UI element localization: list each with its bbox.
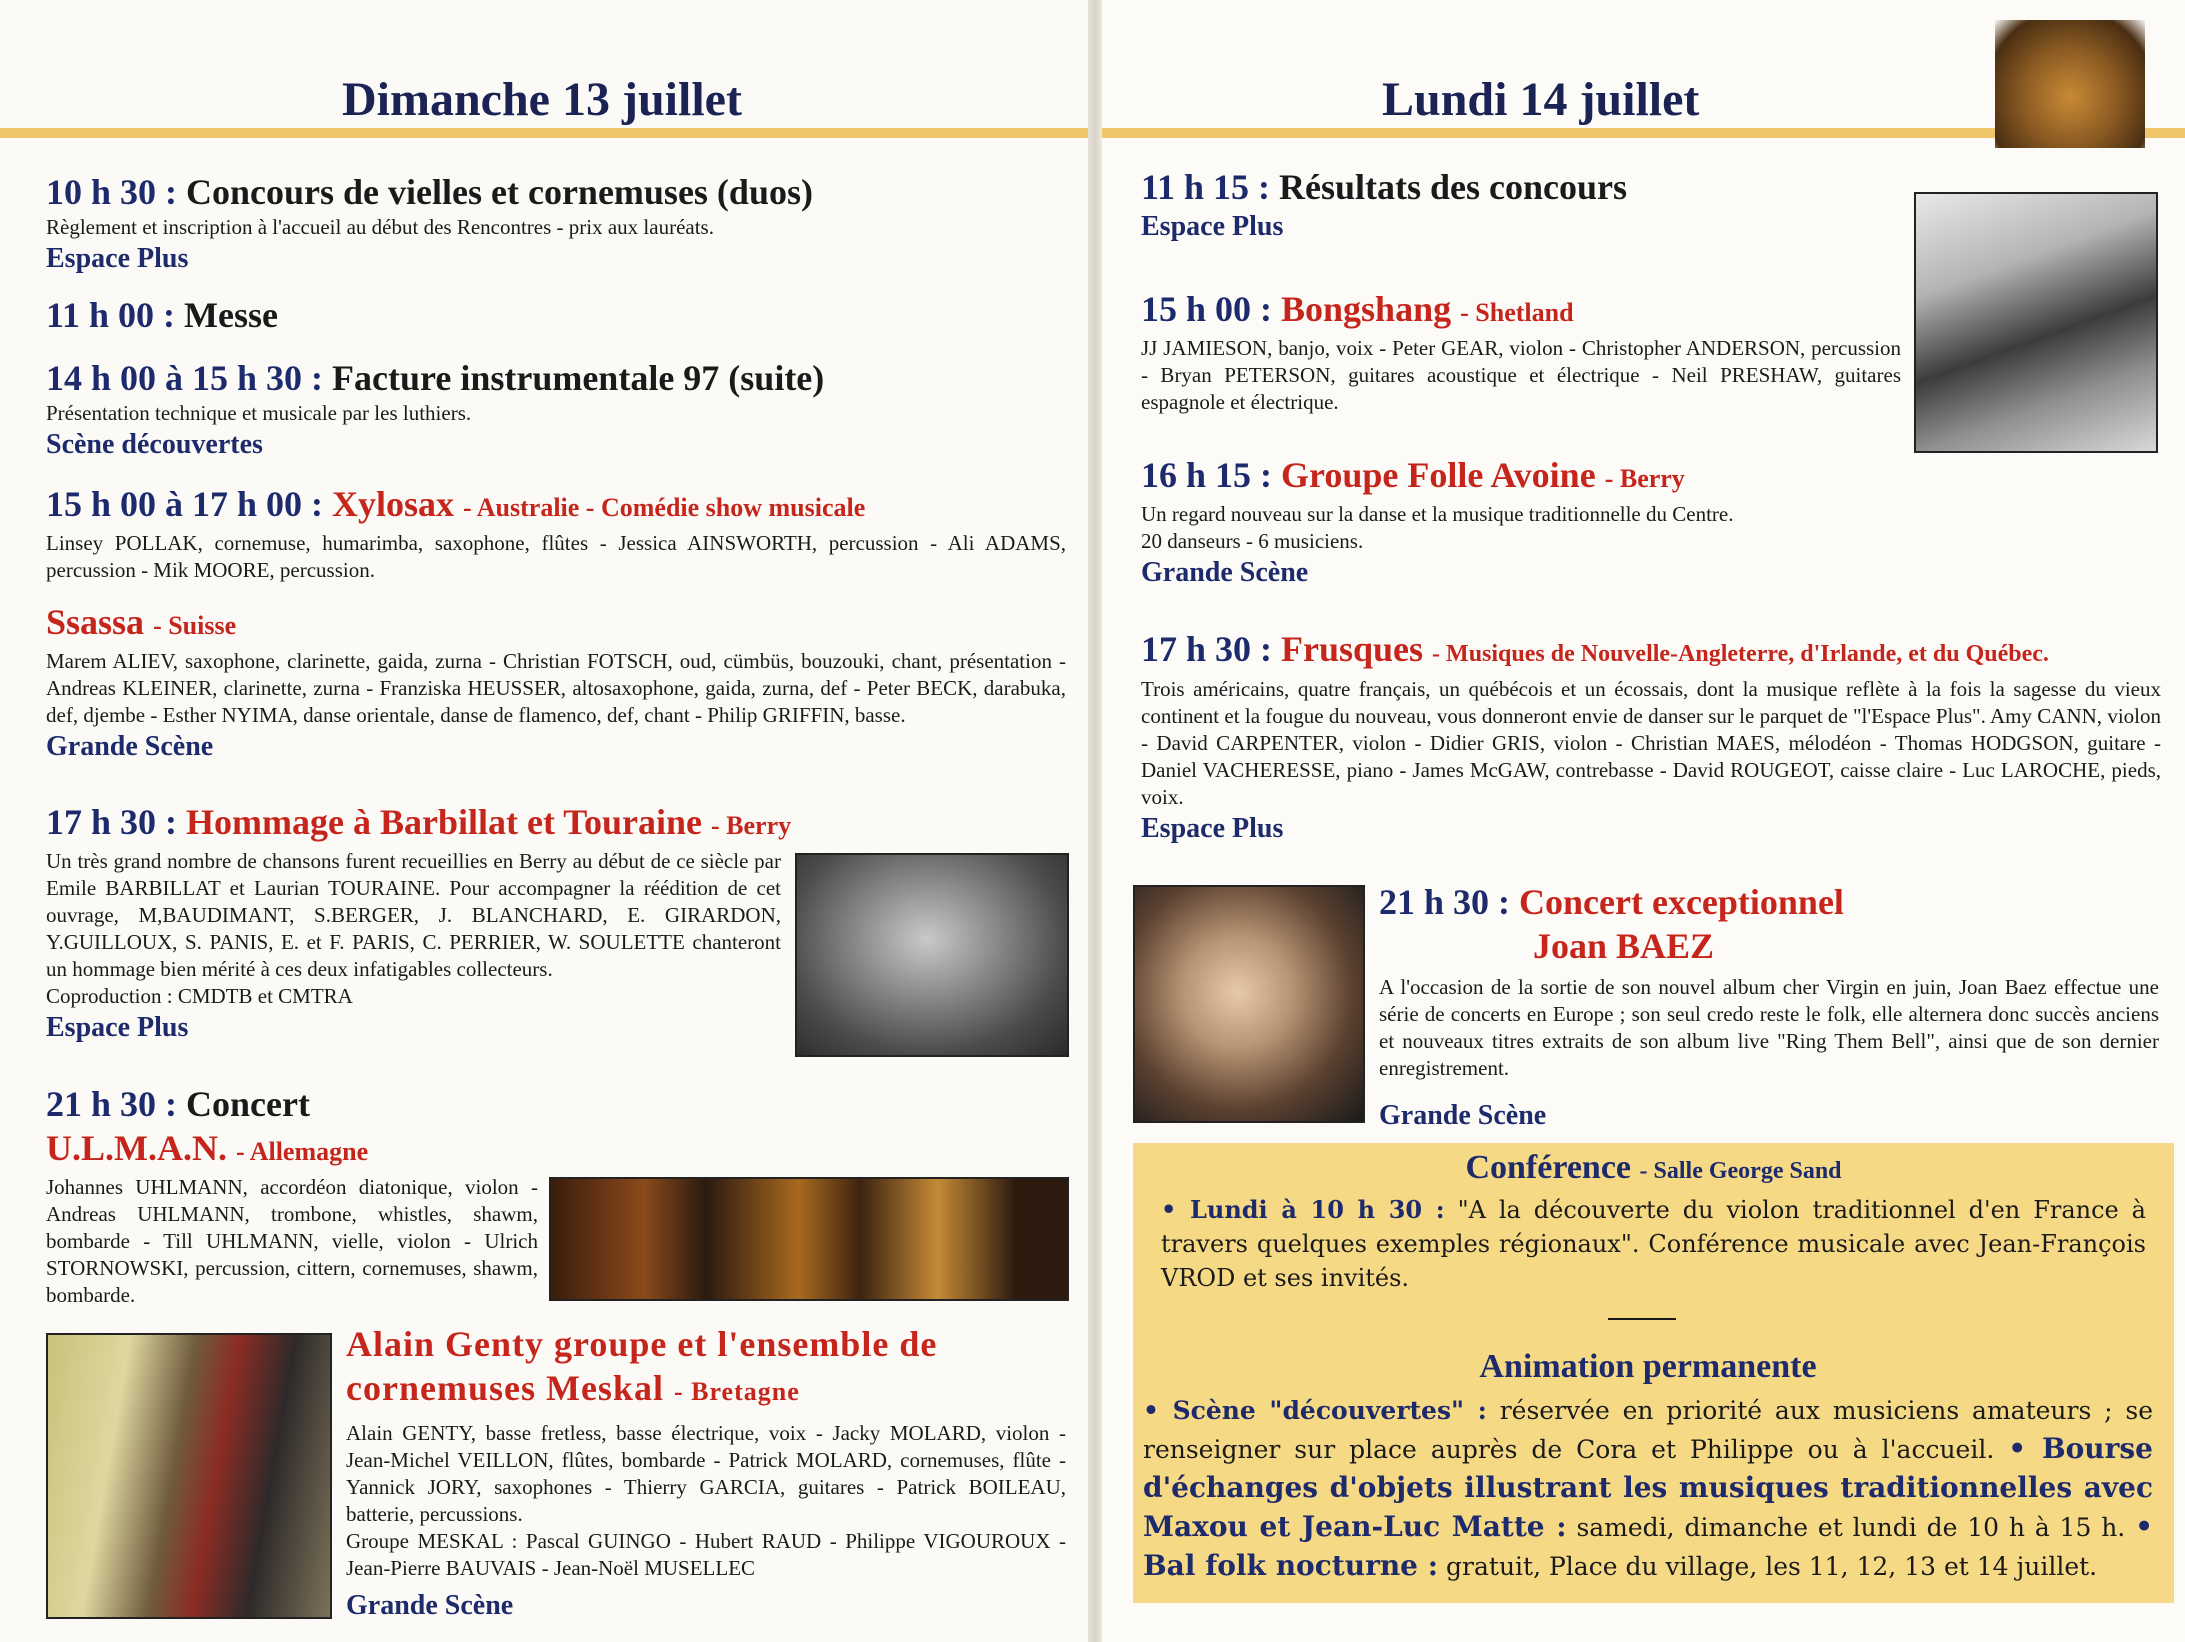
event-venue: Espace Plus: [1141, 211, 1284, 242]
event-resultats: [1141, 165, 1881, 245]
event-genty: [346, 1322, 1066, 1624]
event-title: Messe: [184, 295, 278, 335]
event-title: Concert: [186, 1084, 310, 1124]
event-desc: Un très grand nombre de chansons furent recueillies en Berry au début de ce siècle par Emile BARBILLAT et Laurian TOURAINE. Pour accompagner la réédition de cet ouvrage, M,BAUDIMANT, S.BERGER, J. BLANCHARD, E. GIRARDON, Y.GUILLOUX, S. PANIS, E. et F. PARIS, C. PERRIER, W. SOULETTE chanteront un hommage bien mérité à ces deux infatigables collecteurs.: [46, 849, 781, 981]
conference-lead: • Lundi à 10 h 30 :: [1161, 1195, 1445, 1224]
conference-text: "A la découverte du violon traditionnel d'en France à travers quelques exemples régionaux". Conférence musicale avec Jean-François VROD et ses invités.: [1161, 1196, 2146, 1292]
event-xylosax: [46, 482, 1066, 584]
event-time: 21 h 30 :: [46, 1084, 178, 1124]
animation-scene-text: réservée en priorité aux musiciens amateurs ; se renseigner sur place auprès de Cora et Philippe ou à l'accueil.: [1143, 1396, 2153, 1464]
event-time: 14 h 00 à 15 h 30 :: [46, 358, 324, 398]
left-day-title: Dimanche 13 juillet: [342, 73, 742, 126]
event-bongshang: [1141, 287, 1901, 416]
event-title: Hommage à Barbillat et Touraine: [186, 802, 703, 842]
conference-title: Conférence: [1465, 1149, 1632, 1186]
animation-bal-label: • Bal folk nocturne :: [1143, 1510, 2153, 1582]
event-messe: [46, 293, 1066, 337]
info-panel: [1133, 1143, 2174, 1603]
event-ssassa: [46, 600, 1066, 765]
event-origin: - Musiques de Nouvelle-Angleterre, d'Irlande, et du Québec.: [1432, 641, 2049, 667]
event-desc: Un regard nouveau sur la danse et la musique traditionnelle du Centre.: [1141, 502, 1734, 526]
event-facture: [46, 356, 1066, 463]
event-desc: Trois américains, quatre français, un québécois et un écossais, dont la musique reflète à la fois la sagesse du vieux continent et la fougue du nouveau, vous donneront envie de danser sur le parquet de "l'Espace Plus". Amy CANN, violon - David CARPENTER, violon - Didier GRIS, violon - Christian MAES, mélodéon - Thomas HODGSON, guitare - Daniel VACHERESSE, piano - James McGAW, contrebasse - David ROUGEOT, caisse claire - Luc LAROCHE, pieds, voix.: [1141, 677, 2161, 809]
bongshang-photo: [1914, 192, 2158, 453]
animation-bourse-label: • Bourse d'échanges d'objets illustrant les musiques traditionnelles avec Maxou et Jean-Luc Matte :: [1143, 1432, 2153, 1543]
event-time: 10 h 30 :: [46, 172, 178, 212]
event-origin: - Berry: [1604, 464, 1685, 493]
event-desc: A l'occasion de la sortie de son nouvel album cher Virgin en juin, Joan Baez effectue une série de concerts en Europe ; son seul credo reste le folk, elle alternera donc succès anciens et nouveaux titres extraits de son album live "Ring Them Bell", ainsi que de son dernier enregistrement.: [1379, 975, 2159, 1080]
event-title: Xylosax: [332, 484, 455, 524]
event-venue: Espace Plus: [46, 1012, 189, 1043]
event-folle-avoine: [1141, 453, 1901, 591]
event-venue: Grande Scène: [346, 1590, 514, 1621]
instruments-illustration: [1995, 20, 2145, 148]
animation-bourse-text: samedi, dimanche et lundi de 10 h à 15 h.: [1576, 1513, 2126, 1542]
event-title: Concert exceptionnel: [1519, 882, 1844, 922]
panel-divider: [1608, 1318, 1676, 1320]
event-origin: - Suisse: [153, 611, 237, 640]
event-desc-count: 20 danseurs - 6 musiciens.: [1141, 529, 1364, 553]
barbillat-portrait-photo: [795, 853, 1069, 1057]
event-title: Résultats des concours: [1279, 167, 1628, 207]
event-frusques: [1141, 627, 2161, 847]
event-title: Facture instrumentale 97 (suite): [332, 358, 825, 398]
event-venue: Grande Scène: [1379, 1100, 1547, 1131]
event-time: 17 h 30 :: [46, 802, 178, 842]
event-title: Frusques: [1281, 629, 1424, 669]
event-time: 15 h 00 à 17 h 00 :: [46, 484, 324, 524]
animation-scene-label: • Scène "découvertes" :: [1143, 1396, 1487, 1425]
event-desc-meskal: Groupe MESKAL : Pascal GUINGO - Hubert RAUD - Philippe VIGOUROUX - Jean-Pierre BAUVAIS - Jean-Noël MUSELLEC: [346, 1529, 1066, 1580]
event-time: 21 h 30 :: [1379, 882, 1511, 922]
animation-bal-text: gratuit, Place du village, les 11, 12, 13 et 14 juillet.: [1446, 1552, 2098, 1581]
event-origin: - Australie - Comédie show musicale: [463, 493, 866, 522]
event-time: 17 h 30 :: [1141, 629, 1273, 669]
event-time: 11 h 15 :: [1141, 167, 1271, 207]
event-coproduction: Coproduction : CMDTB et CMTRA: [46, 984, 353, 1008]
event-venue: Scène découvertes: [46, 429, 263, 460]
artist-name: Joan BAEZ: [1533, 926, 1715, 966]
band-name: U.L.M.A.N.: [46, 1128, 227, 1168]
event-venue: Espace Plus: [46, 243, 189, 274]
event-desc: Règlement et inscription à l'accueil au début des Rencontres - prix aux lauréats.: [46, 215, 714, 239]
event-desc: JJ JAMIESON, banjo, voix - Peter GEAR, violon - Christopher ANDERSON, percussion - Bryan PETERSON, guitares acoustique et électrique - Neil PRESHAW, guitares espagnole et électrique.: [1141, 336, 1901, 414]
event-title: Groupe Folle Avoine: [1281, 455, 1596, 495]
event-title: Ssassa: [46, 602, 145, 642]
event-desc: Linsey POLLAK, cornemuse, humarimba, saxophone, flûtes - Jessica AINSWORTH, percussion - Ali ADAMS, percussion - Mik MOORE, percussion.: [46, 531, 1066, 582]
alain-genty-photo: [46, 1333, 332, 1619]
event-desc: Présentation technique et musicale par les luthiers.: [46, 401, 472, 425]
joan-baez-photo: [1133, 885, 1365, 1123]
animation-title: Animation permanente: [1479, 1348, 1817, 1385]
event-time: 11 h 00 :: [46, 295, 176, 335]
ulman-band-photo: [549, 1177, 1069, 1301]
event-origin: - Allemagne: [235, 1137, 369, 1166]
event-desc: Marem ALIEV, saxophone, clarinette, gaida, zurna - Christian FOTSCH, oud, cümbüs, bouzouki, chant, présentation - Andreas KLEINER, clarinette, zurna - Franziska HEUSSER, altosaxophone, gaida, zurna, def - Peter BECK, darabuka, def, djembe - Esther NYIMA, danse orientale, danse de flamenco, def, chant - Philip GRIFFIN, basse.: [46, 649, 1066, 727]
event-concours: [46, 170, 1066, 277]
event-origin: - Berry: [711, 811, 792, 840]
event-title: Concours de vielles et cornemuses (duos): [186, 172, 813, 212]
right-day-title: Lundi 14 juillet: [1382, 73, 1700, 126]
event-title: Bongshang: [1281, 289, 1452, 329]
event-desc: Johannes UHLMANN, accordéon diatonique, violon - Andreas UHLMANN, trombone, whistles, shawm, bombarde - Till UHLMANN, vielle, violon - Ulrich STORNOWSKI, percussion, cittern, cornemuses, shawm, bombarde.: [46, 1175, 538, 1307]
event-origin: - Shetland: [1460, 298, 1574, 327]
event-venue: Grande Scène: [46, 731, 214, 762]
event-origin: - Bretagne: [673, 1377, 800, 1406]
event-time: 16 h 15 :: [1141, 455, 1273, 495]
event-joan-baez: [1379, 880, 2159, 1134]
conference-block: [1161, 1149, 2146, 1295]
event-title: Alain Genty groupe et l'ensemble de cornemuses Meskal: [346, 1324, 938, 1408]
event-venue: Espace Plus: [1141, 813, 1284, 844]
animation-block: [1143, 1348, 2153, 1586]
left-header-rule: [0, 128, 1088, 138]
page-fold: [1088, 0, 1102, 1642]
event-time: 15 h 00 :: [1141, 289, 1273, 329]
event-desc: Alain GENTY, basse fretless, basse électrique, voix - Jacky MOLARD, violon - Jean-Michel VEILLON, flûtes, bombarde - Patrick MOLARD, cornemuses, flûte - Yannick JORY, saxophones - Thierry GARCIA, guitares - Patrick BOILEAU, batterie, percussions.: [346, 1421, 1066, 1526]
event-venue: Grande Scène: [1141, 557, 1309, 588]
conference-venue: - Salle George Sand: [1639, 1158, 1842, 1184]
